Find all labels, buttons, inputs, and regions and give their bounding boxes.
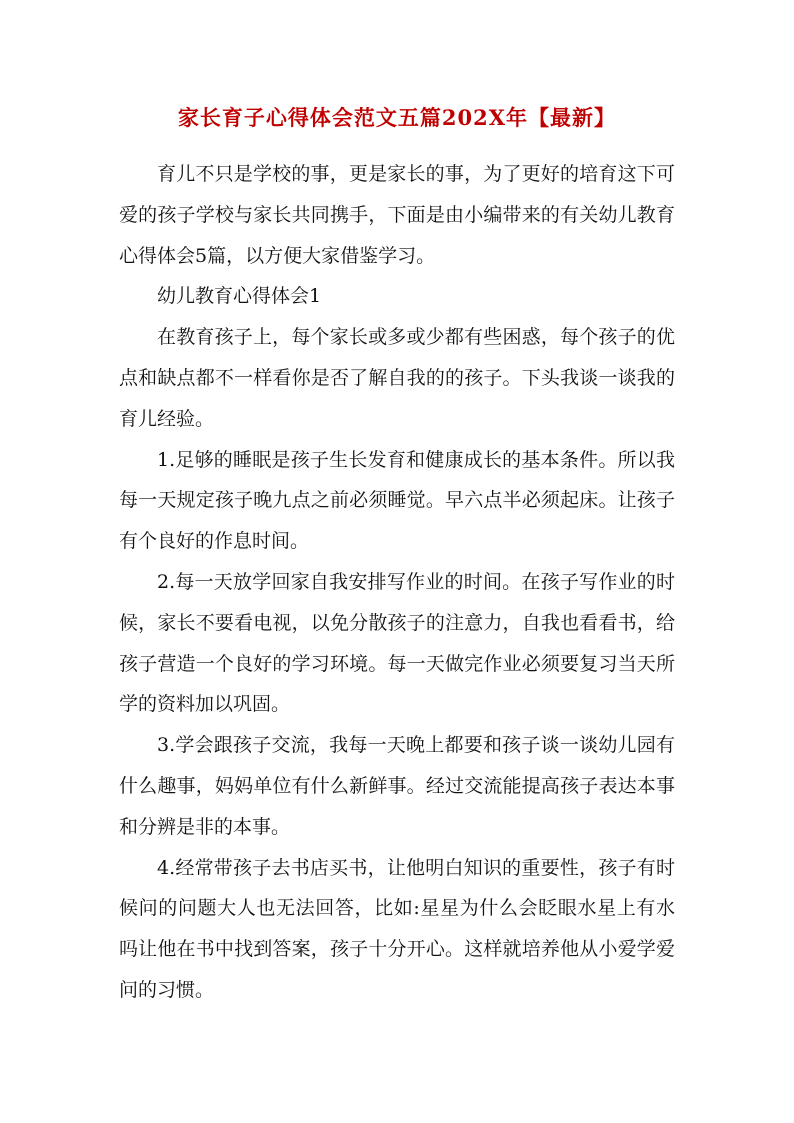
document-body [119,154,675,1011]
body-paragraph: 4.经常带孩子去书店买书，让他明白知识的重要性，孩子有时候问的问题大人也无法回答，比如:星星为什么会眨眼水星上有水吗让他在书中找到答案，孩子十分开心。这样就培养他从小爱学爱问的习惯。 [119,856,675,1001]
section-heading: 幼儿教育心得体会1 [157,285,322,308]
body-paragraph: 1.足够的睡眠是孩子生长发育和健康成长的基本条件。所以我每一天规定孩子晚九点之前必须睡觉。早六点半必须起床。让孩子有个良好的作息时间。 [119,448,675,553]
document-title: 家长育子心得体会范文五篇202X年【最新】 [177,105,617,130]
intro-paragraph: 育儿不只是学校的事，更是家长的事，为了更好的培育这下可爱的孩子学校与家长共同携手，下面是由小编带来的有关幼儿教育心得体会5篇，以方便大家借鉴学习。 [119,163,675,267]
body-paragraph: 3.学会跟孩子交流，我每一天晚上都要和孩子谈一谈幼儿园有什么趣事，妈妈单位有什么新鲜事。经过交流能提高孩子表达本事和分辨是非的本事。 [119,734,675,838]
body-paragraph: 在教育孩子上，每个家长或多或少都有些困惑，每个孩子的优点和缺点都不一样看你是否了解自我的的孩子。下头我谈一谈我的育儿经验。 [119,326,675,430]
body-paragraph: 2.每一天放学回家自我安排写作业的时间。在孩子写作业的时候，家长不要看电视，以免分散孩子的注意力，自我也看看书，给孩子营造一个良好的学习环境。每一天做完作业必须要复习当天所学的资料加以巩固。 [119,570,675,716]
